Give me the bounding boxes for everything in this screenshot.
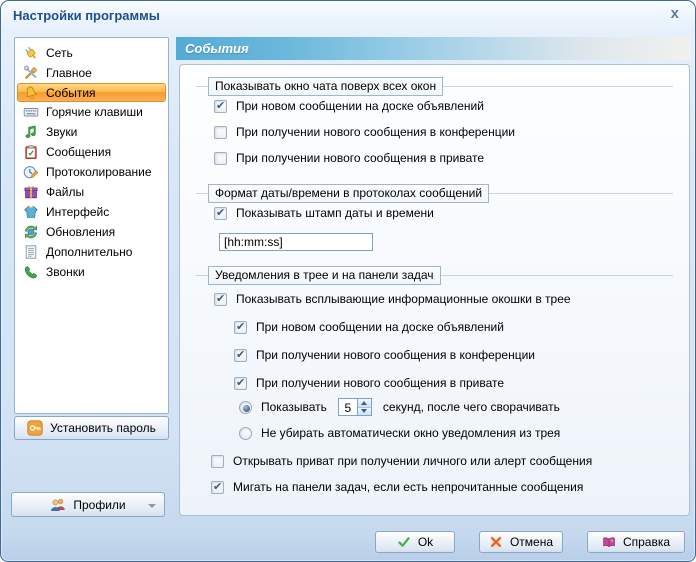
set-password-button[interactable] — [14, 416, 169, 440]
set-password-label: Установить пароль — [50, 421, 156, 435]
checkbox-new-board-message[interactable] — [214, 100, 227, 113]
sidebar-item-calls[interactable] — [17, 262, 166, 282]
checkbox-row — [214, 151, 677, 165]
refresh-icon — [23, 224, 39, 240]
sidebar-item-main[interactable] — [17, 63, 166, 83]
close-icon[interactable]: x — [670, 5, 679, 22]
help-label: Справка — [622, 535, 671, 549]
sidebar-item-messages[interactable] — [17, 142, 166, 162]
sidebar-item-label: События — [46, 85, 96, 100]
checkbox-label[interactable]: При получении нового сообщения в привате — [236, 151, 485, 165]
document-icon — [23, 244, 39, 260]
sidebar-item-network[interactable] — [17, 43, 166, 63]
checkbox-label[interactable]: При новом сообщении на доске объявлений — [256, 320, 504, 334]
radio-row — [239, 424, 677, 442]
profiles-button[interactable] — [11, 492, 165, 517]
radio-keep-notification[interactable] — [239, 427, 252, 440]
checkbox-label[interactable]: При получении нового сообщения в конференции — [236, 125, 515, 139]
group-chat-on-top — [196, 79, 677, 165]
help-button[interactable] — [587, 531, 685, 553]
radio-label-suffix: секунд, после чего сворачивать — [382, 400, 560, 414]
tools-icon — [23, 65, 39, 81]
radio-show-seconds[interactable] — [239, 401, 252, 414]
sidebar-item-label: Главное — [46, 66, 92, 80]
checkbox-popup-board-message[interactable] — [234, 321, 247, 334]
checkbox-label[interactable]: При получении нового сообщения в привате — [256, 376, 505, 390]
checkbox-row — [211, 454, 677, 468]
group-rows — [196, 206, 677, 251]
shirt-icon — [23, 204, 39, 220]
group-rows — [196, 292, 677, 442]
checkbox-label[interactable]: При новом сообщении на доске объявлений — [236, 99, 484, 113]
checkbox-row — [211, 480, 677, 494]
group-datetime-format — [196, 186, 677, 251]
group-tray-notifications — [196, 268, 677, 442]
checkbox-new-conference-message[interactable] — [214, 126, 227, 139]
footer-buttons — [375, 531, 685, 553]
sidebar-item-label: Звонки — [46, 265, 85, 279]
keyboard-icon — [23, 104, 39, 120]
page-title: События — [185, 41, 249, 56]
radio-row — [239, 398, 677, 416]
sidebar — [14, 37, 169, 414]
sidebar-item-label: Дополнительно — [46, 245, 133, 259]
radio-label[interactable]: Не убирать автоматически окно уведомления из трея — [261, 426, 561, 440]
group-rows — [196, 99, 677, 165]
sidebar-item-label: Интерфейс — [46, 205, 110, 219]
sidebar-item-events[interactable] — [17, 83, 166, 102]
checkbox-tray-popups[interactable] — [214, 293, 227, 306]
group-divider — [196, 79, 673, 93]
checkbox-row — [234, 320, 677, 334]
ok-button[interactable] — [375, 531, 455, 553]
bell-icon — [23, 85, 39, 101]
group-divider — [196, 268, 673, 282]
group-legend: Показывать окно чата поверх всех окон — [208, 77, 443, 96]
sidebar-item-interface[interactable] — [17, 202, 166, 222]
cancel-label: Отмена — [509, 535, 554, 549]
settings-panel — [179, 64, 690, 516]
spinner-value[interactable]: 5 — [344, 401, 352, 415]
checkbox-label[interactable]: Показывать всплывающие информационные окошки в трее — [236, 292, 571, 306]
checkbox-popup-conference-message[interactable] — [234, 349, 247, 362]
checkbox-row — [234, 348, 677, 362]
cancel-button[interactable] — [479, 531, 563, 553]
group-legend: Уведомления в трее и на панели задач — [208, 266, 441, 285]
sub-checkbox-list — [214, 320, 677, 390]
page-header — [176, 37, 690, 60]
spinner-up-icon[interactable] — [358, 399, 371, 408]
window-title: Настройки программы — [13, 8, 160, 23]
radio-label[interactable]: Показывать — [261, 400, 327, 414]
checkbox-taskbar-flash[interactable] — [211, 481, 224, 494]
sidebar-item-label: Сеть — [46, 46, 73, 60]
sidebar-item-label: Обновления — [46, 225, 116, 239]
help-book-icon — [602, 535, 616, 549]
sidebar-item-label: Файлы — [46, 185, 85, 199]
sidebar-item-label: Сообщения — [46, 145, 112, 159]
checkbox-label[interactable]: Мигать на панели задач, если есть непрочитанные сообщения — [233, 480, 584, 494]
spinner-buttons — [357, 399, 371, 415]
sidebar-item-logging[interactable] — [17, 162, 166, 182]
checkbox-open-private[interactable] — [211, 455, 224, 468]
ok-label: Ok — [417, 535, 434, 549]
sidebar-item-label: Звуки — [46, 125, 78, 139]
checkbox-row — [214, 292, 677, 306]
phone-icon — [23, 264, 39, 280]
profiles-icon — [50, 497, 66, 513]
ok-check-icon — [397, 535, 411, 549]
log-clock-pencil-icon — [23, 164, 39, 180]
checkbox-popup-private-message[interactable] — [234, 377, 247, 390]
sidebar-item-label: Горячие клавиши — [46, 105, 143, 119]
checkbox-label[interactable]: При получении нового сообщения в конференции — [256, 348, 535, 362]
network-plug-icon — [23, 45, 39, 61]
key-icon — [27, 420, 43, 436]
radio-group — [214, 398, 677, 442]
sidebar-item-hotkeys[interactable] — [17, 102, 166, 122]
checkbox-row — [214, 125, 677, 139]
group-divider — [196, 186, 673, 200]
gift-icon — [23, 184, 39, 200]
timestamp-format-input[interactable] — [219, 233, 373, 251]
group-legend: Формат даты/времени в протоколах сообщений — [208, 184, 489, 203]
sidebar-item-label: Протоколирование — [46, 165, 152, 179]
sidebar-item-files[interactable] — [17, 182, 166, 202]
sidebar-item-advanced[interactable] — [17, 242, 166, 262]
checkbox-row — [214, 206, 677, 220]
checkbox-show-timestamp[interactable] — [214, 207, 227, 220]
checkbox-new-private-message[interactable] — [214, 152, 227, 165]
profiles-label: Профили — [73, 497, 126, 512]
spinner-down-icon[interactable] — [358, 408, 371, 416]
cancel-x-icon — [489, 535, 503, 549]
music-note-icon — [23, 124, 39, 140]
dropdown-arrow-icon — [148, 504, 156, 508]
checkbox-row — [234, 376, 677, 390]
standalone-options — [196, 454, 677, 494]
sidebar-item-sounds[interactable] — [17, 122, 166, 142]
checkbox-label[interactable]: Показывать штамп даты и времени — [236, 206, 434, 220]
clipboard-icon — [23, 144, 39, 160]
seconds-spinner[interactable] — [338, 398, 372, 416]
checkbox-row — [214, 99, 677, 113]
sidebar-item-updates[interactable] — [17, 222, 166, 242]
checkbox-label[interactable]: Открывать приват при получении личного или алерт сообщения — [233, 454, 593, 468]
